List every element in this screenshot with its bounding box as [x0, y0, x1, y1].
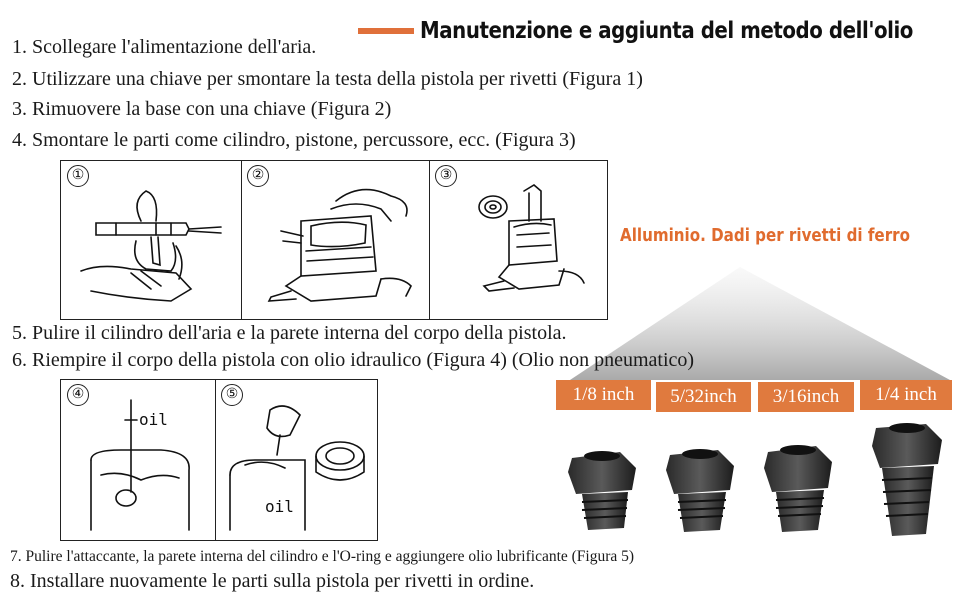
size-tag-1-4: 1/4 inch: [860, 380, 952, 410]
nut-3-16: [764, 445, 832, 532]
figure-row-top: [60, 160, 608, 320]
title-accent-bar: [358, 28, 414, 34]
step-7: 7. Pulire l'attaccante, la parete interna del cilindro e l'O-ring e aggiungere olio lubrificante (Figura 5): [10, 548, 635, 565]
step-5: 5. Pulire il cilindro dell'aria e la parete interna del corpo della pistola.: [12, 322, 567, 344]
figure-2-number: ②: [247, 165, 269, 187]
nut-1-4: [872, 423, 942, 536]
figure-3-number: ③: [435, 165, 457, 187]
step-4: 4. Smontare le parti come cilindro, pistone, percussore, ecc. (Figura 3): [12, 129, 576, 151]
step-3: 3. Rimuovere la base con una chiave (Figura 2): [12, 98, 392, 120]
figure-5-number: ⑤: [221, 384, 243, 406]
step-8: 8. Installare nuovamente le parti sulla pistola per rivetti in ordine.: [10, 570, 535, 592]
figure-row-bottom: [60, 379, 378, 541]
wrench-removing-head-drawing-icon: [61, 161, 241, 319]
oring-lubrication-drawing-icon: [215, 380, 377, 540]
page-title: Manutenzione e aggiunta del metodo dell'olio: [420, 18, 913, 44]
size-tag-1-8: 1/8 inch: [556, 380, 651, 410]
figure-1: [61, 161, 242, 319]
nut-1-8: [568, 451, 636, 530]
rivet-nut-heads-photo: [560, 410, 960, 540]
wrench-removing-base-drawing-icon: [241, 161, 429, 319]
size-tag-5-32: 5/32inch: [656, 382, 751, 412]
step-2: 2. Utilizzare una chiave per smontare la testa della pistola per rivetti (Figura 1): [12, 68, 643, 90]
filling-oil-drawing-icon: [61, 380, 215, 540]
figure-5-oil-label: oil: [265, 497, 294, 516]
size-tag-3-16: 3/16inch: [758, 382, 854, 412]
figure-5: [215, 380, 377, 540]
step-1: 1. Scollegare l'alimentazione dell'aria.: [12, 36, 317, 58]
product-subtitle: Alluminio. Dadi per rivetti di ferro: [620, 225, 910, 246]
nut-5-32: [666, 449, 734, 532]
figure-4-number: ④: [67, 384, 89, 406]
figure-4: [61, 380, 216, 540]
figure-4-oil-label: oil: [139, 410, 168, 429]
figure-1-number: ①: [67, 165, 89, 187]
figure-2: [241, 161, 430, 319]
step-6: 6. Riempire il corpo della pistola con olio idraulico (Figura 4) (Olio non pneumatico): [12, 349, 695, 371]
